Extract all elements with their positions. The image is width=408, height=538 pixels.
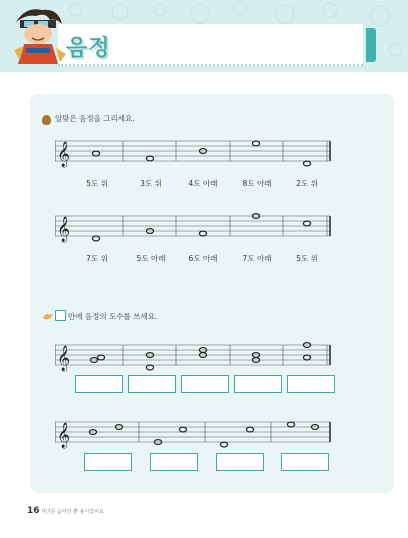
whole-note xyxy=(179,427,186,432)
whole-note xyxy=(97,355,104,360)
treble-clef-icon: 𝄞 xyxy=(57,217,71,242)
treble-clef-icon: 𝄞 xyxy=(57,346,71,371)
q1-instruction: 알맞은 음정을 그리세요. xyxy=(55,114,135,123)
caption: 4도 아래 xyxy=(188,179,218,188)
character-illustration xyxy=(6,4,68,70)
caption: 2도 위 xyxy=(296,179,318,188)
q2-instruction: 안에 음정의 도수를 쓰세요. xyxy=(68,312,158,321)
caption: 8도 아래 xyxy=(242,179,272,188)
answer-box[interactable] xyxy=(216,453,264,471)
header-band xyxy=(0,0,408,72)
answer-box[interactable] xyxy=(287,375,335,393)
whole-note xyxy=(146,156,153,161)
bird-icon xyxy=(42,312,53,321)
whole-note xyxy=(92,151,99,156)
caption: 5도 아래 xyxy=(136,254,166,263)
whole-note xyxy=(303,355,310,360)
inline-box-icon xyxy=(55,310,66,321)
whole-note xyxy=(252,141,259,146)
caption: 7도 아래 xyxy=(242,254,272,263)
whole-note xyxy=(92,236,99,241)
caption: 3도 위 xyxy=(140,179,162,188)
page-number: 16 xyxy=(27,506,40,516)
treble-clef-icon: 𝄞 xyxy=(57,423,71,448)
whole-note xyxy=(303,221,310,226)
staff-q2-row1 xyxy=(55,340,340,376)
bear-icon xyxy=(42,115,51,125)
book-title: 자녀를 음악인 뿐 용이었어요 xyxy=(41,509,104,515)
answer-box[interactable] xyxy=(181,375,229,393)
answer-box[interactable] xyxy=(281,453,329,471)
page-title: 음정 xyxy=(66,36,111,61)
staff-q2-row2 xyxy=(55,417,340,453)
answer-box[interactable] xyxy=(128,375,176,393)
answer-box[interactable] xyxy=(150,453,198,471)
title-tab xyxy=(366,28,376,62)
answer-box[interactable] xyxy=(75,375,123,393)
caption: 7도 위 xyxy=(86,254,108,263)
caption: 6도 아래 xyxy=(188,254,218,263)
caption: 5도 위 xyxy=(296,254,318,263)
staff-q1-row2 xyxy=(55,211,340,247)
whole-note xyxy=(220,442,227,447)
caption: 5도 위 xyxy=(86,179,108,188)
whole-note xyxy=(303,161,310,166)
whole-note xyxy=(199,231,206,236)
whole-note xyxy=(287,422,294,427)
whole-note xyxy=(246,427,253,432)
whole-note xyxy=(146,365,153,370)
answer-box[interactable] xyxy=(234,375,282,393)
staff-q1-row1 xyxy=(55,136,340,172)
treble-clef-icon: 𝄞 xyxy=(57,142,71,167)
answer-box[interactable] xyxy=(84,453,132,471)
